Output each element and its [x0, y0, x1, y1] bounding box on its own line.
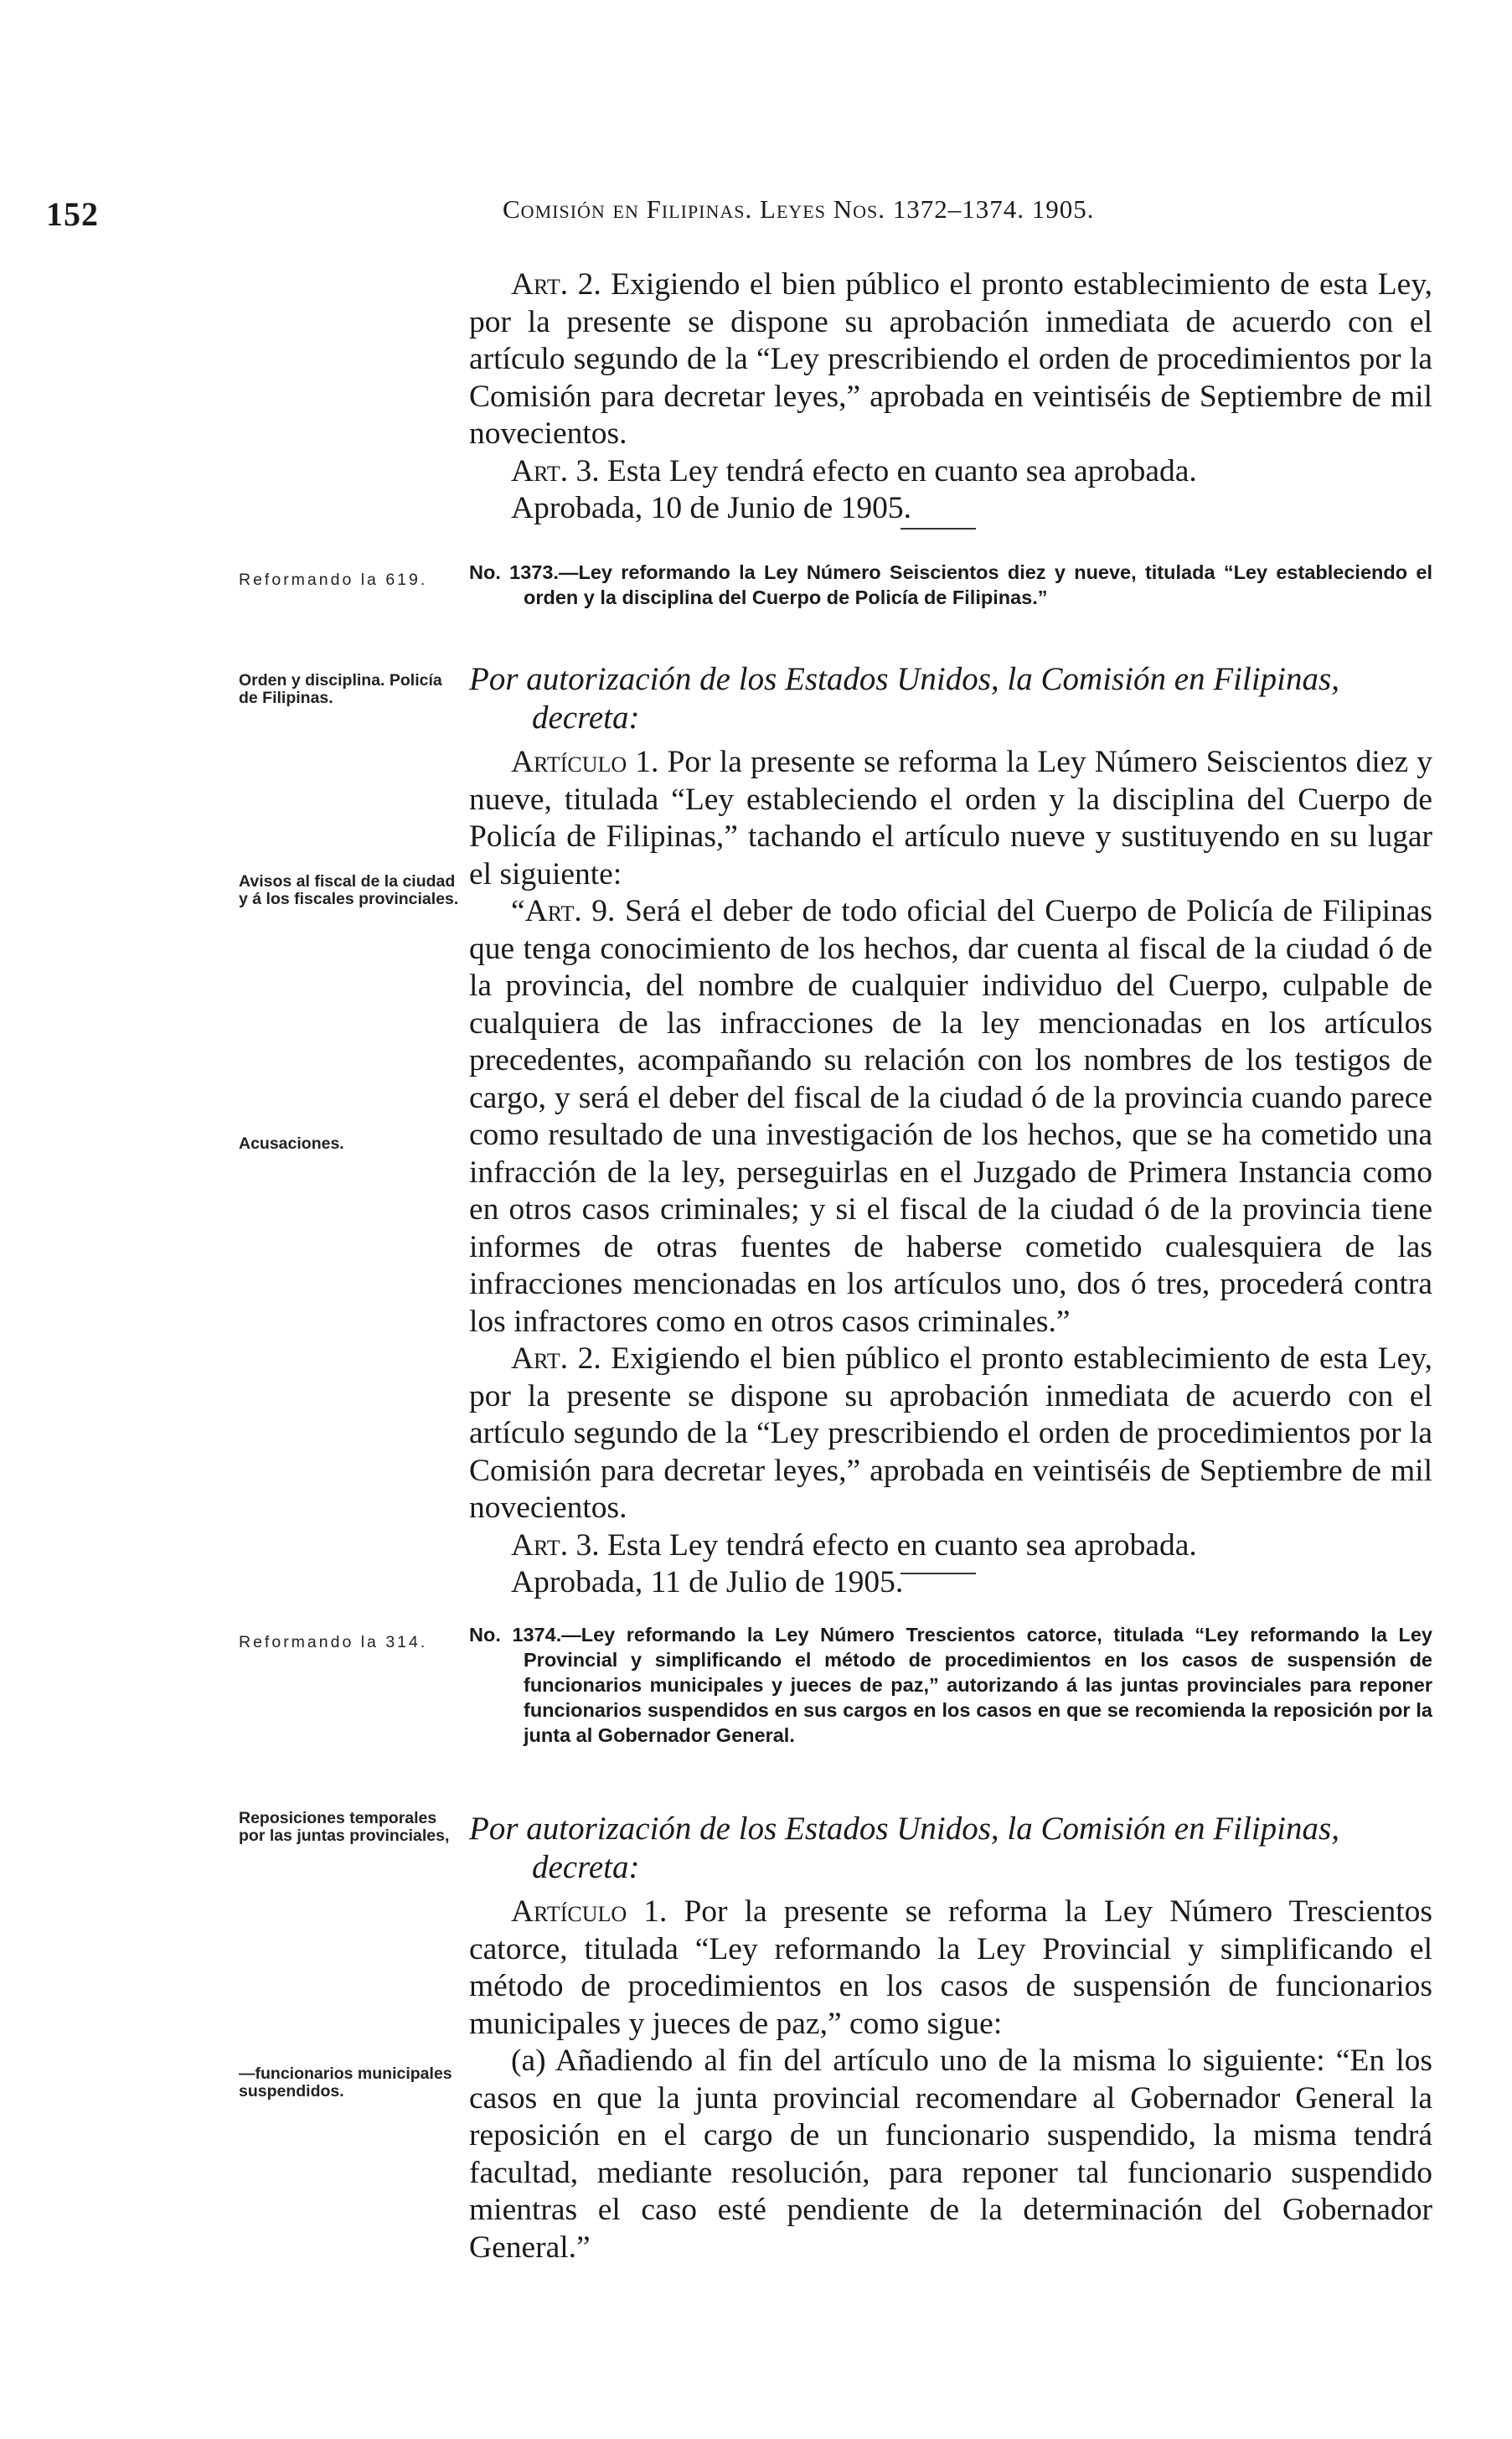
law-1374-a-label: (a): [511, 2044, 546, 2078]
top-art2-text: Exigiendo el bien público el pronto establecimiento de esta Ley, por la presente se dispone su aprobación inmediata de acuerdo con el artículo segundo de la “Ley prescribiendo el orden de procedimientos por la Comisión para decretar leyes,” aprobada en veintiséis de Septiembre de mil novecientos.: [469, 267, 1433, 451]
running-head: Comisión en Filipinas. Leyes Nos. 1372–1374. 1905.: [503, 194, 1095, 224]
page-number: 152: [46, 195, 99, 233]
margin-note-acusaciones: Acusaciones.: [239, 1134, 344, 1153]
law-1374-title-text: —Ley reformando la Ley Número Trescientos catorce, titulada “Ley reformando la Ley Provincial y simplificando el método de procedimientos en los casos de suspensión de funcionarios municipales y jueces de paz,” autorizando á las juntas provinciales para reponer funcionarios suspendidos en sus cargos en los casos en que se recomienda la reposición por la junta al Gobernador General.: [524, 1624, 1432, 1746]
top-section: [469, 266, 1432, 528]
margin-note-reform-619: Reformando la 619.: [239, 571, 428, 589]
law-1373-title: [469, 560, 1432, 610]
law-1374-title: [469, 1622, 1432, 1748]
law-1374-enacting: [469, 1810, 1432, 1887]
law-1373-title-text: —Ley reformando la Ley Número Seiscientos diez y nueve, titulada “Ley estableciendo el orden y la disciplina del Cuerpo de Policía de Filipinas.”: [524, 561, 1432, 608]
section-divider: [900, 528, 976, 530]
section-divider-2: [900, 1573, 976, 1574]
law-1374-a-text: Añadiendo al fin del artículo uno de la misma lo siguiente: “En los casos en que la junta provincial recomendare al Gobernador General la reposición en el cargo de un funcionario suspendido, la misma tendrá facultad, mediante resolución, para reponer tal funcionario suspendido mientras el caso esté pendiente de la determinación del Gobernador General.”: [469, 2044, 1432, 2265]
law-1373-art1-label: Artículo 1.: [511, 745, 659, 779]
margin-note-avisos: Avisos al fiscal de la ciudad y á los fiscales provinciales.: [239, 872, 459, 908]
margin-note-order: Orden y disciplina. Policía de Filipinas.: [239, 671, 442, 707]
top-art2: [469, 266, 1432, 453]
law-1373-art9: [469, 893, 1432, 1341]
top-art3-text: Esta Ley tendrá efecto en cuanto sea aprobada.: [607, 453, 1197, 488]
top-approved: Aprobada, 10 de Junio de 1905.: [511, 491, 912, 525]
law-1374-a: [469, 2043, 1432, 2266]
law-1374-art1-text: Por la presente se reforma la Ley Número Trescientos catorce, titulada “Ley reformando la Ley Provincial y simplificando el método de procedimientos en los casos de suspensión de funcionarios municipales y jueces de paz,” como sigue:: [469, 1894, 1432, 2041]
top-art3-label: Art. 3.: [511, 453, 600, 488]
law-1374-decreta: decreta:: [532, 1849, 640, 1885]
law-1373-art3: [469, 1527, 1432, 1565]
law-1373-art1-text: Por la presente se reforma la Ley Número Seiscientos diez y nueve, titulada “Ley estableciendo el orden y la disciplina del Cuerpo de Policía de Filipinas,” tachando el artículo nueve y sustituyendo en su lugar el siguiente:: [469, 745, 1432, 891]
law-1374-art1-label: Artículo 1.: [511, 1894, 668, 1929]
law-1373-enacting-text: Por autorización de los Estados Unidos, la Comisión en Filipinas,: [469, 661, 1339, 697]
top-art2-label: Art. 2.: [511, 267, 601, 302]
law-1373-art2: [469, 1341, 1432, 1527]
law-1373-body: [469, 744, 1432, 1602]
law-1374-number: No. 1374.: [469, 1624, 562, 1646]
law-1374-body: [469, 1894, 1432, 2266]
law-1373-art9-text: Será el deber de todo oficial del Cuerpo de Policía de Filipinas que tenga conocimiento de los hechos, dar cuenta al fiscal de la ciudad ó de la provincia, del nombre de cualquier individuo del Cuerpo, culpable de cualquiera de las infracciones de la ley mencionadas en los artículos precedentes, acompañando su relación con los nombres de los testigos de cargo, y será el deber del fiscal de la ciudad ó de la provincia cuando parece como resultado de una investigación de los hechos, que se ha cometido una infracción de la ley, perseguirlas en el Juzgado de Primera Instancia como en otros casos criminales; y si el fiscal de la ciudad ó de la provincia tiene informes de otras fuentes de haberse cometido cualesquiera de las infracciones mencionadas en los artículos uno, dos ó tres, procederá contra los infractores como en otros casos criminales.”: [469, 894, 1433, 1339]
law-1373-approved: Aprobada, 11 de Julio de 1905.: [511, 1565, 904, 1599]
law-1373-number: No. 1373.: [469, 561, 559, 583]
law-1373-art1: [469, 744, 1432, 893]
law-1373-art9-label: “Art. 9.: [511, 894, 616, 928]
law-1373-enacting: [469, 660, 1432, 737]
law-1374-art1: [469, 1894, 1432, 2043]
law-1373-art2-text: Exigiendo el bien público el pronto establecimiento de esta Ley, por la presente se dispone su aprobación inmediata de acuerdo con el artículo segundo de la “Ley prescribiendo el orden de procedimientos por la Comisión para decretar leyes,” aprobada en veintiséis de Septiembre de mil novecientos.: [469, 1341, 1433, 1525]
margin-note-reposiciones: Reposiciones temporales por las juntas provinciales,: [239, 1809, 450, 1845]
law-1373-art3-text: Esta Ley tendrá efecto en cuanto sea aprobada.: [607, 1527, 1197, 1563]
top-art3: [469, 453, 1432, 491]
law-1373-art2-label: Art. 2.: [511, 1341, 601, 1376]
margin-note-reform-314: Reformando la 314.: [239, 1633, 428, 1651]
law-1373-decreta: decreta:: [532, 700, 640, 736]
law-1374-enacting-text: Por autorización de los Estados Unidos, la Comisión en Filipinas,: [469, 1811, 1339, 1847]
margin-note-funcionarios: —funcionarios municipales suspendidos.: [239, 2064, 452, 2101]
law-1373-art3-label: Art. 3.: [511, 1527, 600, 1563]
